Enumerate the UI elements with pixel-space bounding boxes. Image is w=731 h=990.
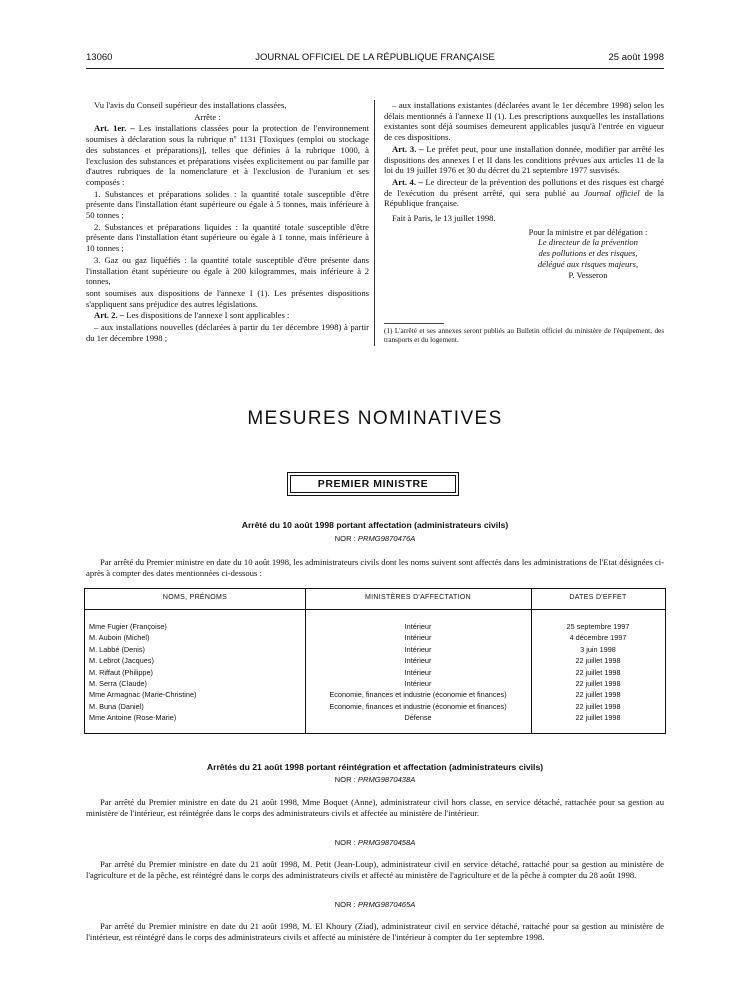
row-ministry: Intérieur [404,656,432,666]
nor-code: PRMG9870438A [357,775,416,784]
row-date: 4 décembre 1997 [569,633,627,643]
row-name: M. Auboin (Michel) [89,633,150,643]
table-row [85,679,665,690]
row-date: 22 juillet 1998 [575,690,621,700]
article-4-label: Art. 4. – [392,176,423,187]
article-1-item-2: 2. Substances et préparations liquides : la quantité totale susceptible d'être présente dans l'installation étant supérieure ou égale à 1 tonne, mais inférieure à 10 tonnes ; [86,221,369,254]
row-name: M. Serra (Claude) [89,678,147,688]
row-name: M. Buna (Daniel) [89,701,144,711]
header-rule [86,68,664,69]
signatory-name: P. Vesseron [568,269,608,280]
signature-line-4: délégué aux risques majeurs, [537,258,639,269]
article-1-text: Les installations classées pour la protection de l'environnement soumises à déclaration sous la rubrique nº 1131 [Toxiques (emploi ou stockage des substances et préparations)], telles que définies à la rubrique 1000, à l'exclusion des substances et préparations visées explicitement ou par famille par d'autres rubriques de la nomenclature et à l'exclusion de l'uranium et ses composés : [86,123,369,187]
ministry-box-label: PREMIER MINISTRE [290,475,456,493]
table-row [85,633,665,644]
nor-label: NOR : [334,534,356,543]
table-body [85,622,665,725]
row-ministry: Intérieur [404,644,432,654]
journal-officiel-italic: Journal officiel [584,187,640,198]
row-date: 3 juin 1998 [580,644,616,654]
affectation-table [84,588,666,734]
row-name: M. Lebrot (Jacques) [89,656,154,666]
right-column [384,100,664,280]
nor-code: PRMG9870465A [357,900,416,909]
row-ministry: Economie, finances et industrie (économie et finances) [329,690,507,700]
article-1-item-3: 3. Gaz ou gaz liquéfiés : la quantité totale susceptible d'être présente dans l'installation étant supérieure ou égale à 200 kilogrammes, mais inférieure à 2 tonnes, [86,254,369,287]
row-date: 22 juillet 1998 [575,656,621,666]
arrete-2a-text: Par arrêté du Premier ministre en date du 21 août 1998, Mme Boquet (Anne), administrateur civil hors classe, en service détaché, rattachée pour sa gestion au ministère de l'intérieur, est réintégrée dans le corps des administrateurs civils et affectée au ministère de l'intérieur. [86,797,664,818]
table-row [85,645,665,656]
row-ministry: Economie, finances et industrie (économie et finances) [329,701,507,711]
article-2-label: Art. 2. – [94,310,125,321]
signature-line-3: des pollutions et des risques, [538,248,638,259]
row-ministry: Intérieur [404,678,432,688]
footnote-text-a: (1) L'arrêté et ses annexes seront publiés au [384,327,514,335]
article-4-text-a: Le directeur de la prévention des pollutions et des risques est chargé de l'exécution du présent arrêté, qui sera publié au [384,176,664,198]
arrete-2a-nor [86,775,664,784]
footnote [384,327,664,345]
journal-title: JOURNAL OFFICIEL DE LA RÉPUBLIQUE FRANÇAISE [255,52,495,63]
arrete-1-text: Par arrêté du Premier ministre en date du 10 août 1998, les administrateurs civils dont les noms suivent sont affectés dans les administrations de l'Etat désignées ci-après à compter des dates mentionnées ci-dessous : [86,557,664,578]
signature-block [512,227,664,281]
arrete-1-title: Arrêté du 10 août 1998 portant affectation (administrateurs civils) [241,520,509,530]
article-4-text-b: de la République française. [384,187,664,209]
row-ministry: Intérieur [404,633,432,643]
fait-a-paris: Fait à Paris, le 13 juillet 1998. [392,213,496,224]
row-name: Mme Antoine (Rose-Marie) [89,713,177,723]
article-2-text: Les dispositions de l'annexe I sont applicables : [126,310,290,321]
table-row [85,656,665,667]
table-header-rule [85,609,665,610]
row-ministry: Intérieur [404,667,432,677]
nor-label: NOR : [334,838,356,847]
signature-line-2: Le directeur de la prévention [538,237,638,248]
arrete-2b-text: Par arrêté du Premier ministre en date du 21 août 1998, M. Petit (Jean-Loup), administrateur civil en service détaché, rattaché pour sa gestion au ministère de l'agriculture et de la pêche, est réintégré dans le corps des administrateurs civils et affecté au ministère de l'agriculture et de la pêche à compter du 28 août 1998. [86,859,664,880]
nor-label: NOR : [334,900,356,909]
arrete-label: Arrête : [194,111,221,122]
nor-label: NOR : [334,775,356,784]
row-name: Mme Fugier (Françoise) [89,622,167,631]
row-date: 22 juillet 1998 [575,701,621,711]
vu-paragraph: Vu l'avis du Conseil supérieur des installations classées, [94,100,287,110]
article-2-item: – aux installations nouvelles (déclarées à partir du 1er décembre 1998) à partir du 1er décembre 1998 ; [86,322,369,343]
page-header [86,52,664,66]
row-ministry: Défense [404,713,432,723]
row-date: 22 juillet 1998 [575,667,621,677]
table-header-names: NOMS, PRÉNOMS [162,594,228,601]
page-number: 13060 [86,52,113,63]
article-2 [86,310,369,321]
nor-code: PRMG9870476A [357,534,416,543]
table-row [85,702,665,713]
section-title: MESURES NOMINATIVES [247,408,503,429]
issue-date: 25 août 1998 [608,52,664,63]
table-row [85,690,665,701]
article-1 [86,123,369,187]
table-header-dates: DATES D'EFFET [569,594,627,601]
article-1-item-1: 1. Substances et préparations solides : la quantité totale susceptible d'être présente dans l'installation étant supérieure ou égale à 5 tonnes, mais inférieure à 50 tonnes ; [86,188,369,221]
article-1-label: Art. 1er. – [94,123,135,134]
article-1-closing: sont soumises aux dispositions de l'annexe I (1). Les présentes dispositions s'appliquent sans préjudice des autres législations. [86,287,369,309]
arrete-1-nor [86,534,664,543]
arrete-2c-text: Par arrêté du Premier ministre en date du 21 août 1998, M. El Khoury (Ziad), administrateur civil en service détaché, rattaché pour sa gestion au ministère de l'intérieur, est réintégré dans le corps des administrateurs civils et affecté au ministère de l'intérieur à compter du 1er septembre 1998. [86,921,664,942]
row-date: 22 juillet 1998 [575,713,621,723]
column-divider [374,100,375,346]
row-ministry: Intérieur [404,622,432,631]
table-header-ministries: MINISTÈRES D'AFFECTATION [365,594,471,601]
row-date: 22 juillet 1998 [575,678,621,688]
row-name: M. Riffaut (Philippe) [89,667,153,677]
ministry-box [287,472,459,496]
article-3-text: Le préfet peut, pour une installation donnée, modifier par arrêté les dispositions des annexes I et II dans les conditions prévues aux articles 11 de la loi du 19 juillet 1976 et 30 du décret du 21 septembre 1977 susvisés. [384,143,664,176]
footnote-bulletin: Bulletin officiel [516,327,563,335]
arretes-2-title: Arrêtés du 21 août 1998 portant réintégration et affectation (administrateurs civils) [206,762,544,772]
footnote-text-c: du ministère de l'équipement, des transports et du logement. [384,327,665,344]
left-column [86,100,369,344]
article-4 [384,177,664,209]
table-row [85,668,665,679]
signature-line-1: Pour la ministre et par délégation : [528,226,648,237]
row-date: 25 septembre 1997 [566,622,630,631]
article-2-continuation: – aux installations existantes (déclarées avant le 1er décembre 1998) selon les délais mentionnés à l'annexe II (1). Les prescriptions auxquelles les installations existantes sont déjà soumises demeurent applicables jusqu'à l'entrée en vigueur de ces dispositions. [384,100,664,143]
article-3-label: Art. 3. – [392,143,424,154]
article-3 [384,144,664,176]
arrete-2b-nor [86,838,664,847]
row-name: M. Labbé (Denis) [89,644,145,654]
table-row [85,713,665,724]
arrete-2c-nor [86,900,664,909]
table-row [85,622,665,633]
footnote-rule [384,323,444,324]
nor-code: PRMG9870458A [357,838,416,847]
row-name: Mme Armagnac (Marie-Christine) [89,690,197,700]
